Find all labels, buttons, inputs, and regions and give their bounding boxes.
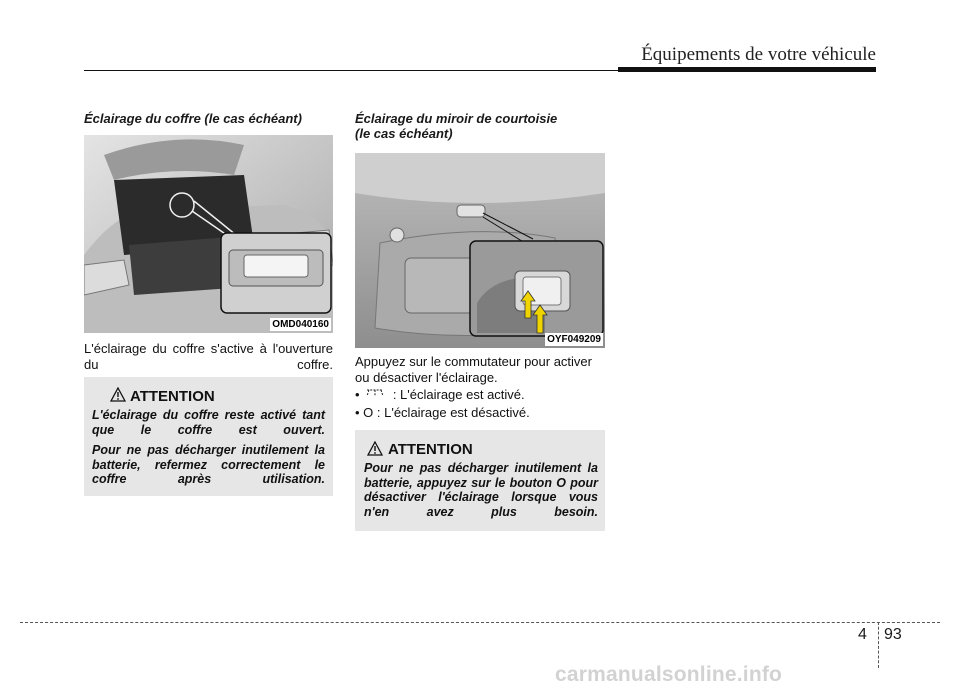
vanity-mirror-illustration	[355, 153, 605, 348]
trunk-light-heading: Éclairage du coffre (le cas échéant)	[84, 111, 302, 126]
attention-paragraph-2: Pour ne pas décharger inutilement la batterie, refermez correctement le coffre après utilisation.	[92, 443, 325, 486]
warning-icon	[110, 387, 126, 402]
chapter-title: Équipements de votre véhicule	[641, 44, 876, 65]
bullet-on	[355, 387, 607, 403]
lamp-on-icon	[365, 388, 385, 398]
vanity-mirror-figure	[355, 153, 605, 348]
chapter-number: 4	[858, 626, 867, 643]
vanity-heading-line-1: Éclairage du miroir de courtoisie	[355, 111, 558, 126]
bullet-off: • O : L'éclairage est désactivé.	[355, 405, 530, 420]
footer-rule	[20, 622, 940, 623]
bullet-dot: •	[355, 387, 360, 402]
vanity-heading-line-2: (le cas échéant)	[355, 126, 453, 141]
warning-icon	[367, 441, 383, 456]
attention-box-mirror	[355, 430, 605, 531]
attention-box-trunk	[84, 377, 333, 496]
watermark: carmanualsonline.info	[555, 663, 783, 686]
bullet-on-text: : L'éclairage est activé.	[392, 387, 525, 402]
trunk-illustration	[84, 135, 333, 333]
header-rule-thick	[618, 67, 876, 72]
attention-text	[364, 461, 598, 525]
footer-divider	[878, 622, 879, 668]
figure-code: OYF049209	[547, 334, 601, 345]
trunk-light-figure	[84, 135, 333, 333]
page-number: 93	[884, 626, 902, 643]
trunk-light-description: L'éclairage du coffre s'active à l'ouverture du coffre.	[84, 341, 333, 372]
attention-title: ATTENTION	[130, 388, 215, 405]
vanity-mirror-heading	[355, 111, 557, 141]
attention-paragraph-1: L'éclairage du coffre reste activé tant que le coffre est ouvert.	[92, 408, 325, 437]
figure-code: OMD040160	[272, 319, 329, 330]
attention-title: ATTENTION	[388, 441, 473, 458]
attention-paragraph-1: Pour ne pas décharger inutilement la batterie, appuyez sur le bouton O pour désactiver l'éclairage lorsque vous n'en avez plus besoin.	[364, 461, 598, 519]
attention-text	[92, 408, 325, 493]
vanity-mirror-description: Appuyez sur le commutateur pour activer ou désactiver l'éclairage.	[355, 354, 592, 385]
